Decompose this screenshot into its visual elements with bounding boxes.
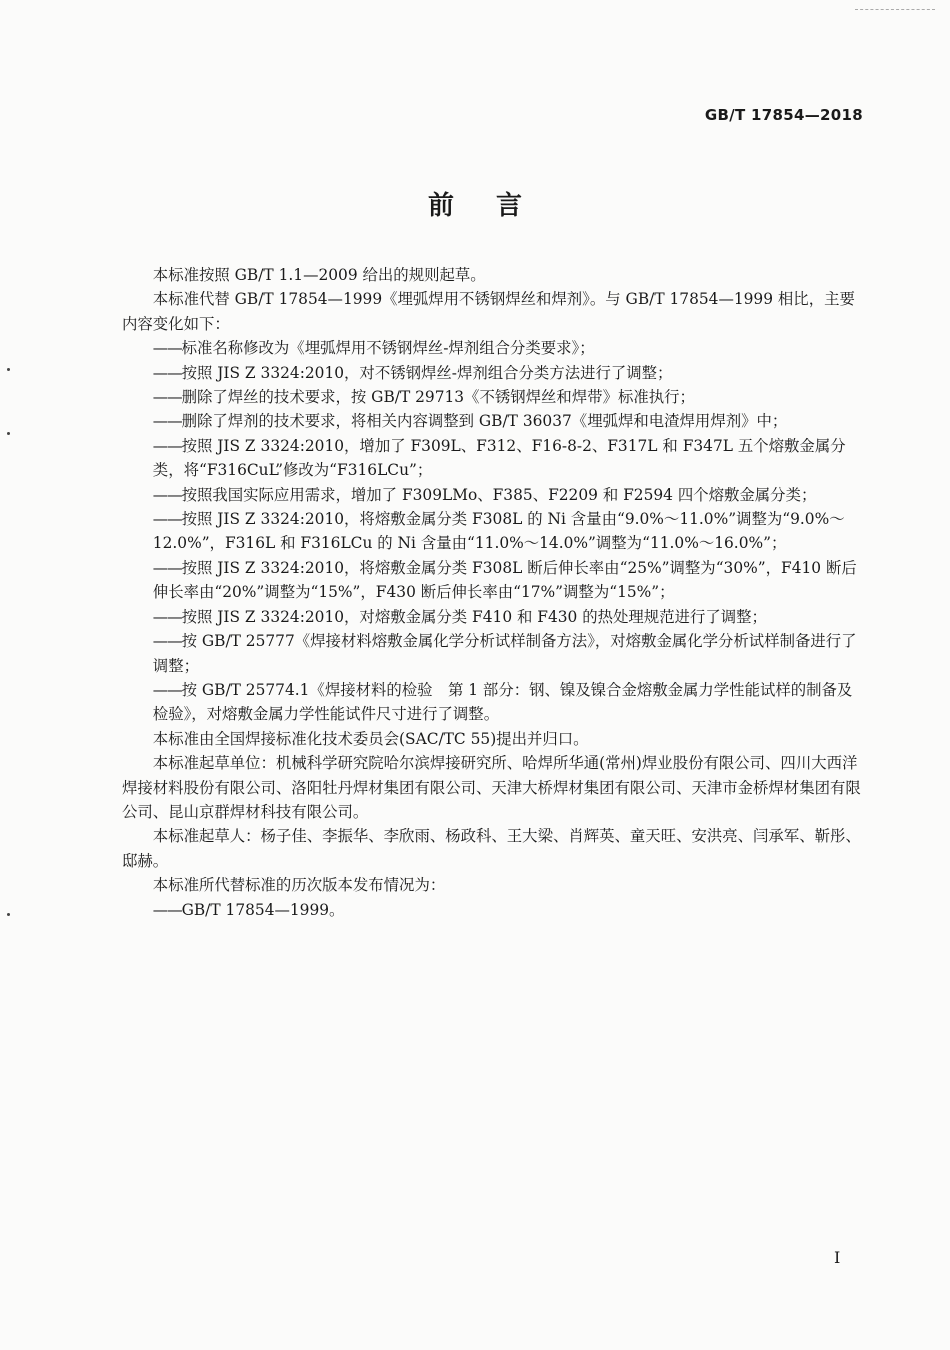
page-title: 前言	[427, 191, 564, 221]
change-item: ——按照 JIS Z 3324:2010，将熔敷金属分类 F308L 的 Ni 含量由“9.0%～11.0%”调整为“9.0%～12.0%”，F316L 和 F316LCu 的 Ni 含量由“11.0%～14.0%”调整为“11.0%～16.0%”；	[152, 510, 845, 553]
change-item: ——按照 JIS Z 3324:2010，对不锈钢焊丝-焊剂组合分类方法进行了调整；	[152, 363, 673, 382]
paragraph: 本标准起草单位：机械科学研究院哈尔滨焊接研究所、哈焊所华通(常州)焊业股份有限公司、四川大西洋焊接材料股份有限公司、洛阳牡丹焊材集团有限公司、天津大桥焊材集团有限公司、天津市金桥焊材集团有限公司、昆山京群焊材科技有限公司。	[122, 754, 861, 821]
change-item: ——删除了焊丝的技术要求，按 GB/T 29713《不锈钢焊丝和焊带》标准执行；	[152, 388, 695, 407]
scan-mark	[7, 432, 10, 435]
change-item: ——按照 JIS Z 3324:2010，增加了 F309L、F312、F16-8-2、F317L 和 F347L 五个熔敷金属分类，将“F316CuL”修改为“F316LCu”；	[152, 436, 846, 480]
history-item: ——GB/T 17854—1999。	[152, 900, 345, 919]
paragraph: 本标准所代替标准的历次版本发布情况为：	[152, 876, 446, 895]
change-item: ——按 GB/T 25774.1《焊接材料的检验 第 1 部分：钢、镍及镍合金熔敷金属力学性能试样的制备及检验》，对熔敷金属力学性能试件尺寸进行了调整。	[152, 680, 853, 724]
change-item: ——按照 JIS Z 3324:2010，对熔敷金属分类 F410 和 F430 的热处理规范进行了调整；	[152, 607, 767, 626]
page-number: I	[834, 1248, 841, 1267]
change-item: ——按 GB/T 25777《焊接材料熔敷金属化学分析试样制备方法》，对熔敷金属化学分析试样制备进行了调整；	[152, 632, 857, 675]
scan-mark	[7, 913, 10, 916]
change-item: ——按照 JIS Z 3324:2010，将熔敷金属分类 F308L 断后伸长率由“25%”调整为“30%”，F410 断后伸长率由“20%”调整为“15%”，F430 断后伸长率由“17%”调整为“15%”；	[152, 558, 857, 602]
paragraph: 本标准起草人：杨子佳、李振华、李欣雨、杨政科、王大梁、肖辉英、童天旺、安洪亮、闫承军、靳彤、邸赫。	[122, 827, 861, 870]
scan-edge-line	[855, 9, 935, 10]
foreword-body	[122, 263, 864, 922]
change-item: ——删除了焊剂的技术要求，将相关内容调整到 GB/T 36037《埋弧焊和电渣焊用焊剂》中；	[152, 412, 788, 431]
paragraph: 本标准代替 GB/T 17854—1999《埋弧焊用不锈钢焊丝和焊剂》。与 GB/T 17854—1999 相比，主要内容变化如下：	[122, 290, 855, 333]
change-item: ——按照我国实际应用需求，增加了 F309LMo、F385、F2209 和 F2594 四个熔敷金属分类；	[152, 485, 817, 504]
standard-number: GB/T 17854—2018	[704, 106, 863, 124]
paragraph: 本标准由全国焊接标准化技术委员会(SAC/TC 55)提出并归口。	[152, 729, 589, 748]
change-item: ——标准名称修改为《埋弧焊用不锈钢焊丝-焊剂组合分类要求》；	[152, 339, 595, 358]
paragraph: 本标准按照 GB/T 1.1—2009 给出的规则起草。	[152, 266, 486, 284]
scan-mark	[7, 368, 10, 371]
